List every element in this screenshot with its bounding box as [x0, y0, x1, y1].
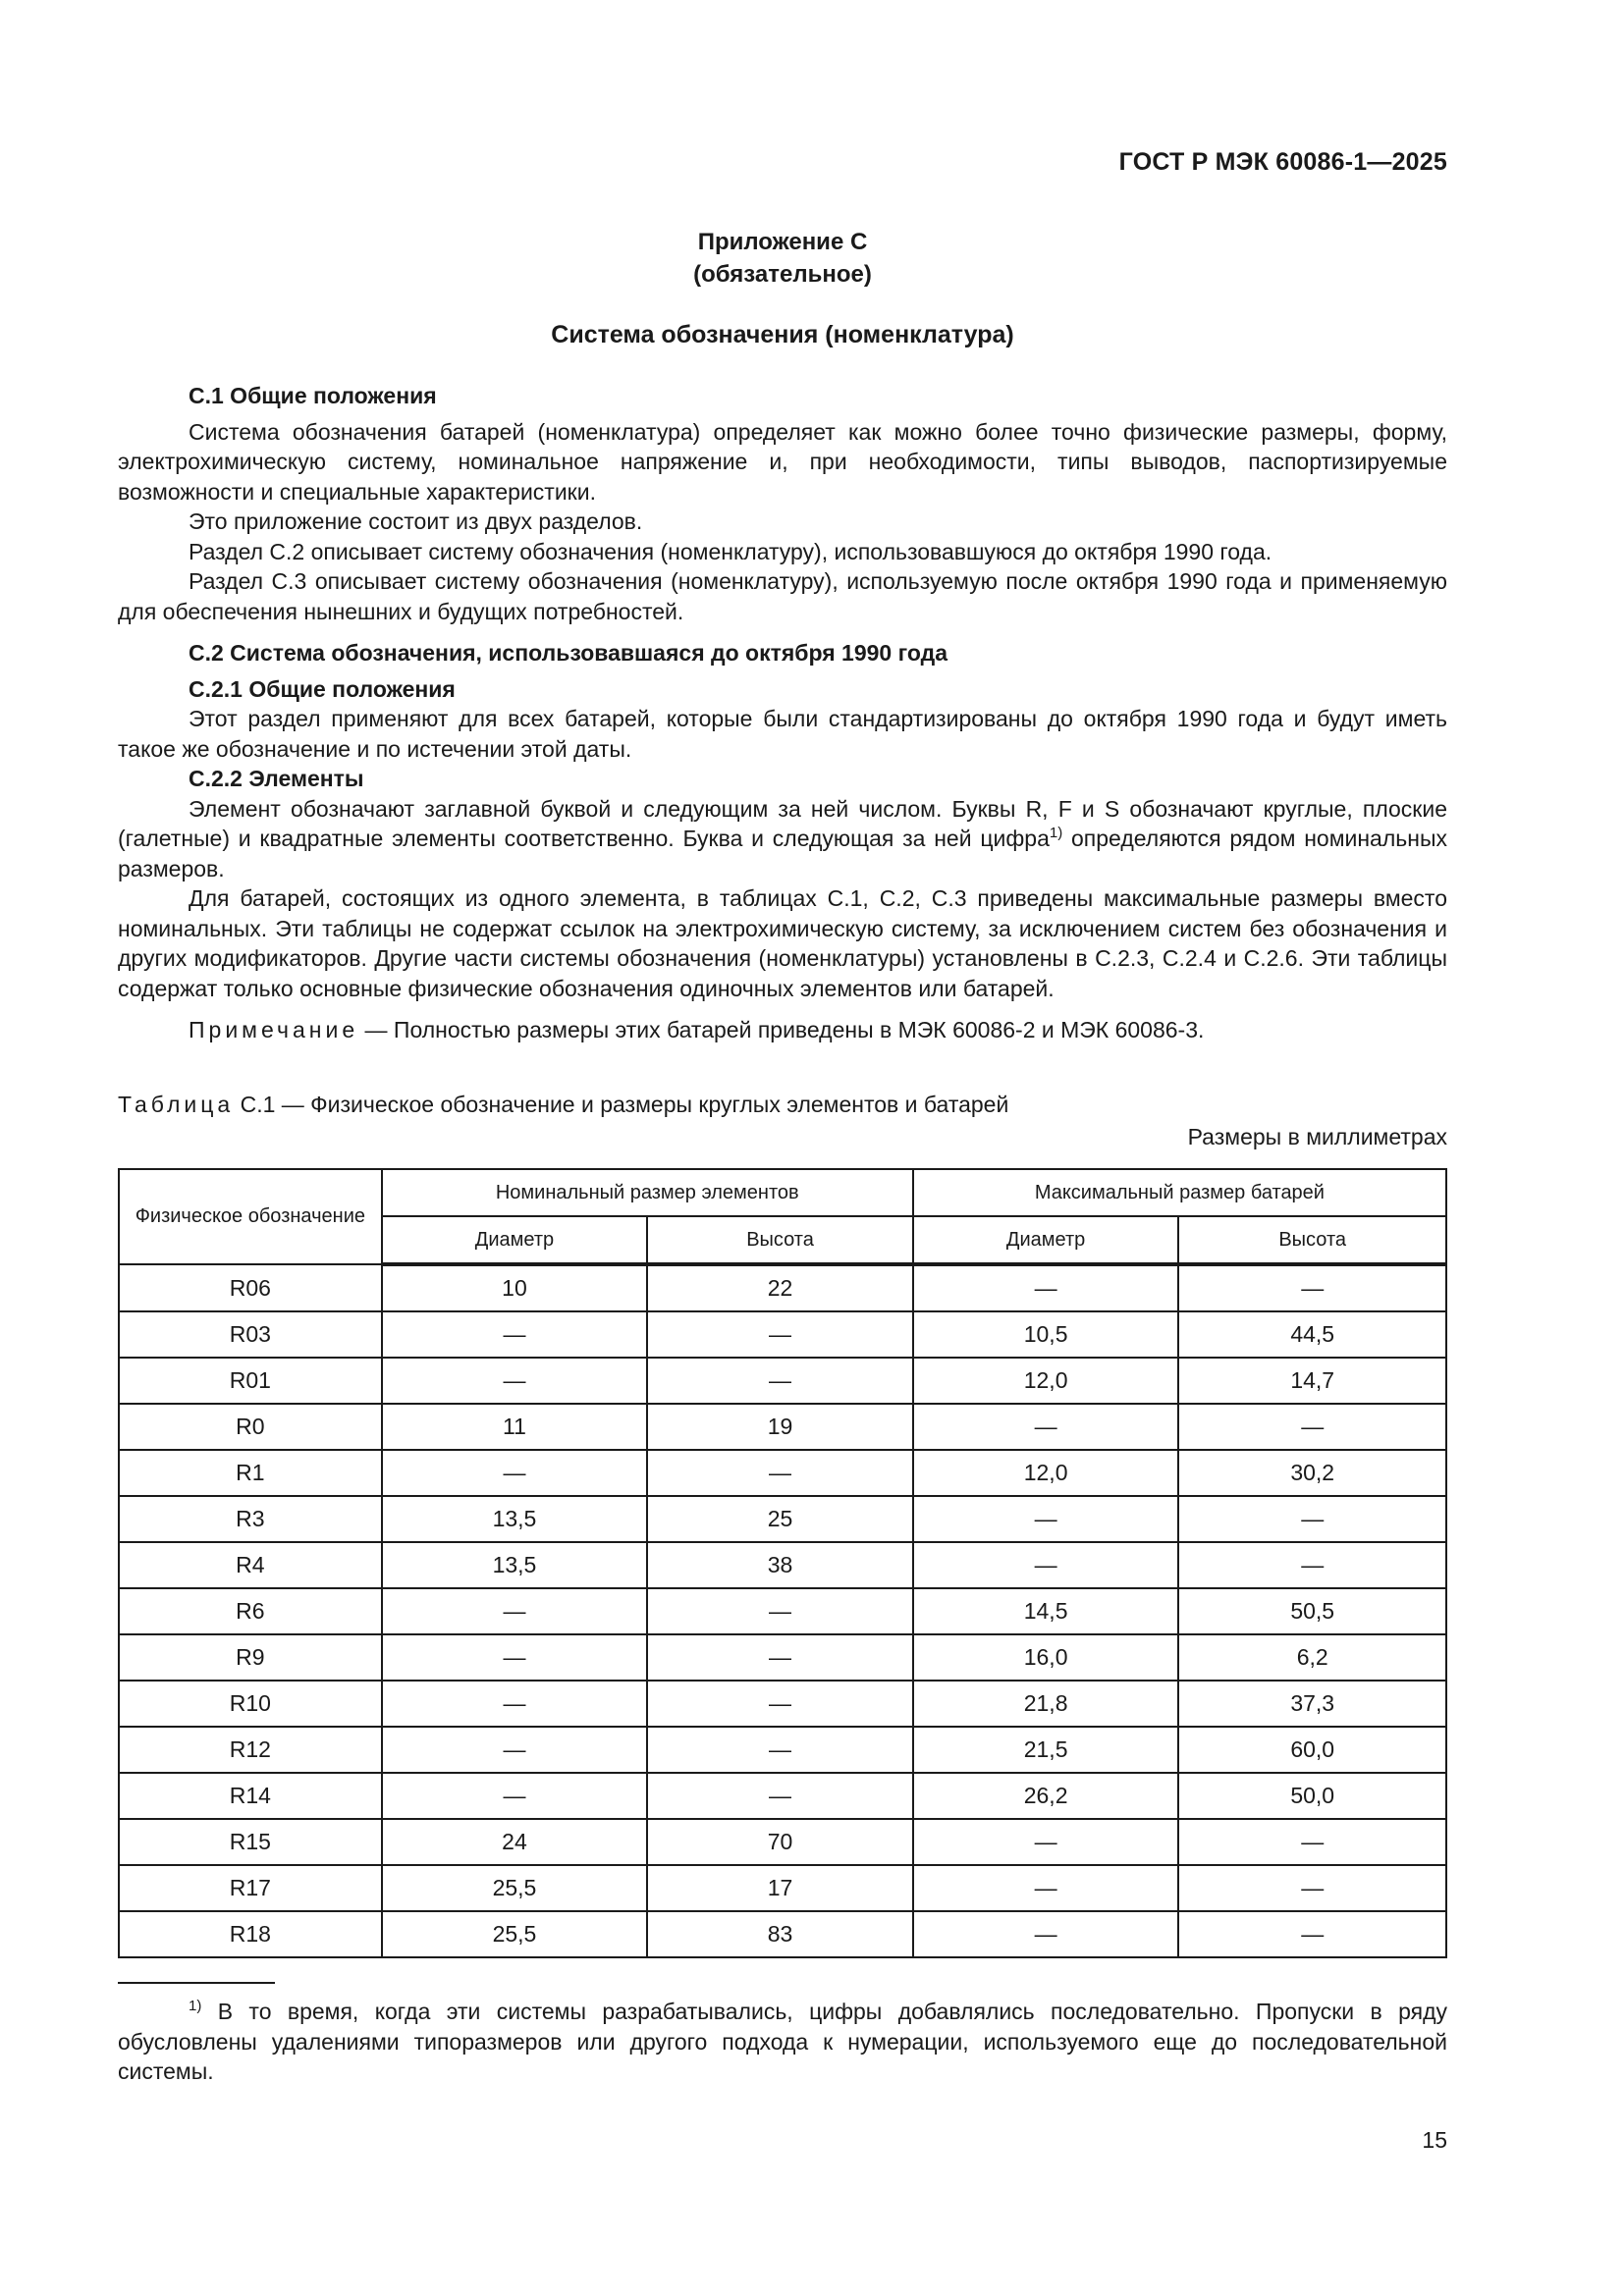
- column-header-max-height: Высота: [1178, 1216, 1446, 1264]
- cell-nominal-height: —: [647, 1727, 913, 1773]
- cell-nominal-diameter: —: [382, 1727, 648, 1773]
- cell-nominal-height: 17: [647, 1865, 913, 1911]
- table-row: [119, 1450, 1446, 1496]
- cell-designation: R10: [119, 1681, 382, 1727]
- table-row: [119, 1911, 1446, 1957]
- paragraph-text: определяются рядом номинальных размеров.: [118, 826, 1447, 881]
- cell-designation: R1: [119, 1450, 382, 1496]
- cell-max-height: 44,5: [1178, 1311, 1446, 1358]
- table-row: [119, 1588, 1446, 1634]
- cell-nominal-diameter: 13,5: [382, 1542, 648, 1588]
- cell-designation: R3: [119, 1496, 382, 1542]
- table-row: [119, 1681, 1446, 1727]
- cell-nominal-height: 19: [647, 1404, 913, 1450]
- column-header-designation: Физическое обозначение: [119, 1169, 382, 1264]
- section-heading-c22: С.2.2 Элементы: [189, 766, 364, 791]
- cell-nominal-diameter: —: [382, 1450, 648, 1496]
- cell-nominal-diameter: —: [382, 1773, 648, 1819]
- cell-max-diameter: —: [913, 1264, 1179, 1311]
- cell-nominal-diameter: 24: [382, 1819, 648, 1865]
- cell-designation: R0: [119, 1404, 382, 1450]
- cell-designation: R06: [119, 1264, 382, 1311]
- cell-nominal-diameter: —: [382, 1358, 648, 1404]
- annex-status: (обязательное): [693, 261, 872, 288]
- cell-nominal-height: —: [647, 1588, 913, 1634]
- cell-max-height: 50,5: [1178, 1588, 1446, 1634]
- cell-max-diameter: —: [913, 1496, 1179, 1542]
- document-page: [118, 0, 1447, 2296]
- cell-nominal-diameter: 11: [382, 1404, 648, 1450]
- paragraph: Этот раздел применяют для всех батарей, которые были стандартизированы до октября 1990 года и будут иметь такое же обозначение и по истечении этой даты.: [118, 706, 1447, 762]
- cell-nominal-height: 70: [647, 1819, 913, 1865]
- cell-max-diameter: 14,5: [913, 1588, 1179, 1634]
- column-group-nominal: Номинальный размер элементов: [382, 1169, 913, 1216]
- document-code: ГОСТ Р МЭК 60086-1—2025: [1118, 148, 1447, 176]
- cell-designation: R14: [119, 1773, 382, 1819]
- table-row: [119, 1865, 1446, 1911]
- column-header-nominal-height: Высота: [647, 1216, 913, 1264]
- cell-nominal-height: 83: [647, 1911, 913, 1957]
- paragraph: Раздел С.3 описывает систему обозначения (номенклатуру), используемую после октября 1990 года и применяемую для обеспечения нынешних и будущих потребностей.: [118, 568, 1447, 624]
- cell-nominal-height: —: [647, 1358, 913, 1404]
- cell-nominal-height: 38: [647, 1542, 913, 1588]
- cell-nominal-diameter: —: [382, 1588, 648, 1634]
- dimensions-table: [118, 1168, 1447, 1958]
- cell-nominal-height: —: [647, 1634, 913, 1681]
- cell-max-height: —: [1178, 1865, 1446, 1911]
- footnote: [118, 1997, 1447, 2087]
- table-row: [119, 1634, 1446, 1681]
- cell-nominal-height: 22: [647, 1264, 913, 1311]
- cell-designation: R03: [119, 1311, 382, 1358]
- cell-nominal-diameter: —: [382, 1681, 648, 1727]
- cell-max-diameter: —: [913, 1404, 1179, 1450]
- cell-max-height: —: [1178, 1496, 1446, 1542]
- footnote-divider: [118, 1982, 275, 1984]
- cell-designation: R9: [119, 1634, 382, 1681]
- column-header-max-diameter: Диаметр: [913, 1216, 1179, 1264]
- table-caption-label: Таблица: [118, 1092, 235, 1117]
- table-row: [119, 1727, 1446, 1773]
- paragraph: Система обозначения батарей (номенклатура) определяет как можно более точно физические размеры, форму, электрохимическую систему, номинальное напряжение и, при необходимости, типы выводов, паспортизируемые возможности и специальные характеристики.: [118, 418, 1447, 505]
- cell-max-height: —: [1178, 1911, 1446, 1957]
- cell-max-height: —: [1178, 1264, 1446, 1311]
- cell-designation: R17: [119, 1865, 382, 1911]
- column-header-nominal-diameter: Диаметр: [382, 1216, 648, 1264]
- note-label: Примечание: [189, 1017, 359, 1042]
- section-heading-c1: С.1 Общие положения: [189, 383, 437, 408]
- cell-designation: R01: [119, 1358, 382, 1404]
- cell-designation: R12: [119, 1727, 382, 1773]
- table-row: [119, 1773, 1446, 1819]
- cell-max-height: 50,0: [1178, 1773, 1446, 1819]
- cell-nominal-diameter: 10: [382, 1264, 648, 1311]
- cell-max-diameter: 10,5: [913, 1311, 1179, 1358]
- table-row: [119, 1358, 1446, 1404]
- cell-nominal-diameter: —: [382, 1311, 648, 1358]
- annex-main-title: Система обозначения (номенклатура): [551, 321, 1014, 348]
- table-row: [119, 1819, 1446, 1865]
- cell-max-diameter: 16,0: [913, 1634, 1179, 1681]
- cell-max-height: —: [1178, 1542, 1446, 1588]
- section-heading-c2: С.2 Система обозначения, использовавшаяся до октября 1990 года: [189, 640, 948, 666]
- cell-max-height: 60,0: [1178, 1727, 1446, 1773]
- table-row: [119, 1496, 1446, 1542]
- column-group-maximum: Максимальный размер батарей: [913, 1169, 1446, 1216]
- cell-max-diameter: —: [913, 1911, 1179, 1957]
- note: [118, 1015, 1447, 1045]
- paragraph-with-footnote-ref: [118, 794, 1447, 884]
- table-caption-text: С.1 — Физическое обозначение и размеры круглых элементов и батарей: [234, 1092, 1009, 1117]
- body-text: [118, 381, 1447, 1045]
- cell-max-diameter: 12,0: [913, 1450, 1179, 1496]
- cell-max-height: 14,7: [1178, 1358, 1446, 1404]
- table-row: [119, 1311, 1446, 1358]
- cell-designation: R15: [119, 1819, 382, 1865]
- annex-title: Приложение С: [697, 229, 868, 255]
- footnote-text: В то время, когда эти системы разрабатывались, цифры добавлялись последовательно. Пропуски в ряду обусловлены удалениями типоразмеров или другого подхода к нумерации, используемого еще до последовательной системы.: [118, 1999, 1447, 2084]
- paragraph: Для батарей, состоящих из одного элемента, в таблицах С.1, С.2, С.3 приведены максимальные размеры вместо номинальных. Эти таблицы не содержат ссылок на электрохимическую систему, за исключением систем без обозначения и других модификаторов. Другие части системы обозначения (номенклатуры) установлены в С.2.3, С.2.4 и С.2.6. Эти таблицы содержат только основные физические обозначения одиночных элементов или батарей.: [118, 885, 1447, 1001]
- cell-max-diameter: 21,8: [913, 1681, 1179, 1727]
- cell-designation: R4: [119, 1542, 382, 1588]
- table-units: Размеры в миллиметрах: [1187, 1124, 1447, 1149]
- cell-nominal-diameter: 13,5: [382, 1496, 648, 1542]
- cell-max-diameter: 12,0: [913, 1358, 1179, 1404]
- paragraph: Это приложение состоит из двух разделов.: [189, 508, 643, 534]
- cell-nominal-diameter: —: [382, 1634, 648, 1681]
- table-row: [119, 1264, 1446, 1311]
- cell-max-diameter: 26,2: [913, 1773, 1179, 1819]
- cell-nominal-height: —: [647, 1681, 913, 1727]
- table-body: [119, 1264, 1446, 1957]
- cell-nominal-height: —: [647, 1311, 913, 1358]
- page-number: 15: [1422, 2127, 1447, 2153]
- table-row: [119, 1542, 1446, 1588]
- cell-nominal-diameter: 25,5: [382, 1865, 648, 1911]
- cell-max-diameter: —: [913, 1865, 1179, 1911]
- cell-designation: R6: [119, 1588, 382, 1634]
- cell-max-diameter: —: [913, 1819, 1179, 1865]
- footnote-mark: 1): [189, 1998, 202, 2014]
- cell-max-height: 30,2: [1178, 1450, 1446, 1496]
- cell-max-height: 37,3: [1178, 1681, 1446, 1727]
- cell-designation: R18: [119, 1911, 382, 1957]
- annex-heading: [118, 226, 1447, 291]
- paragraph: Раздел С.2 описывает систему обозначения (номенклатуру), использовавшуюся до октября 1990 года.: [189, 538, 1272, 564]
- paragraph-text: Элемент обозначают заглавной буквой и следующим за ней числом. Буквы R, F и S обозначают круглые, плоские (галетные) и квадратные элементы соответственно. Буква и следующая за ней цифра: [118, 795, 1447, 851]
- cell-nominal-height: 25: [647, 1496, 913, 1542]
- cell-nominal-height: —: [647, 1773, 913, 1819]
- cell-nominal-diameter: 25,5: [382, 1911, 648, 1957]
- cell-max-diameter: 21,5: [913, 1727, 1179, 1773]
- table-caption: [118, 1090, 1008, 1120]
- section-heading-c21: С.2.1 Общие положения: [189, 675, 456, 702]
- cell-nominal-height: —: [647, 1450, 913, 1496]
- cell-max-height: 6,2: [1178, 1634, 1446, 1681]
- table-row: [119, 1404, 1446, 1450]
- cell-max-height: —: [1178, 1819, 1446, 1865]
- cell-max-height: —: [1178, 1404, 1446, 1450]
- footnote-reference: 1): [1049, 825, 1063, 841]
- cell-max-diameter: —: [913, 1542, 1179, 1588]
- note-text: — Полностью размеры этих батарей приведены в МЭК 60086-2 и МЭК 60086-3.: [358, 1017, 1205, 1042]
